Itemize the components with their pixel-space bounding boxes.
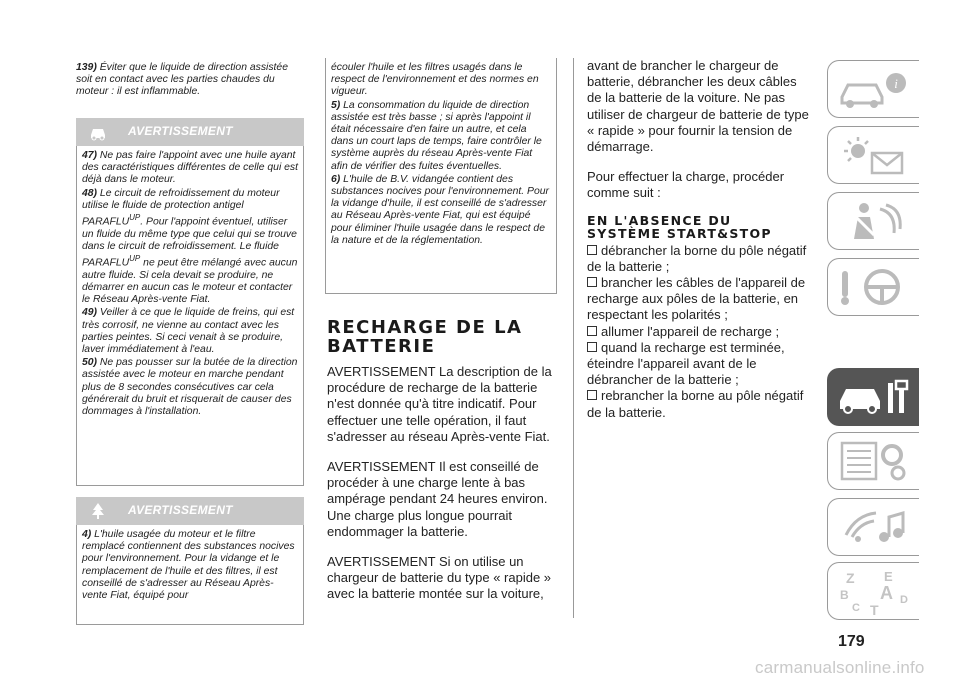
subheading-start-stop: EN L'ABSENCE DU SYSTÈME START&STOP [587,212,772,241]
tab-safety[interactable] [827,192,919,250]
warning1-item-47: 47) Ne pas faire l'appoint avec une huile ayant des caractéristiques différentes de celle qui est déjà dans le moteur. [82,150,299,186]
svg-text:D: D [900,594,908,606]
col4-text [587,58,812,421]
warning-title-2: AVERTISSEMENT [128,503,233,517]
warning1-item-48: 48) Le circuit de refroidissement du moteur utilise le fluide de protection antigel $PARAFLU^{UP}$. Pour l'appoint éventuel, utiliser un fluide du même type que celui qui se trouve dans le circuit de refroidissement. Le fluide $PARAFLU^{UP}$ ne peut être mélangé avec aucun autre fluide. Si cela devait se produire, ne démarrer en aucun cas le moteur et contacter le Réseau Après-vente Fiat. [82,187,298,306]
warning1-item-50: 50) Ne pas pousser sur la butée de la direction assistée avec le moteur en marche pendant plus de 8 secondes consécutives car cela générerait du bruit et risquerait de causer des dommages à l'installation. [82,357,298,417]
warning-body-1 [76,146,304,486]
index-icon [836,569,912,615]
recharge-text [327,364,562,603]
svg-text:C: C [852,602,860,614]
checkbox-bullet-icon [587,342,597,352]
warning2-continuation: écouler l'huile et les filtres usagés dans le respect de l'environnement et des normes en vigueur. [331,62,539,98]
step-item: débrancher la borne du pôle négatif de la batterie ; [587,242,807,274]
checkbox-bullet-icon [587,245,597,255]
warning-lights-icon [836,133,912,177]
warning-header-2 [76,497,304,525]
car-warning-icon [88,123,108,141]
seatbelt-airbag-icon [836,199,912,243]
svg-text:i: i [894,76,898,91]
environment-icon [88,502,108,520]
svg-text:B: B [840,588,849,602]
warning-body-2 [76,525,304,625]
tab-starting-driving[interactable] [827,258,919,316]
recharge-paragraph-3: AVERTISSEMENT Si on utilise un chargeur de batterie du type « rapide » avec la batterie montée sur la voiture, [327,554,552,602]
warning2-item-4: 4) L'huile usagée du moteur et le filtre remplacé contiennent des substances nocives pour l'environnement. Pour la vidange et le remplacement de l'huile et des filtres, il est conseillé de s'adresser au Réseau Après-vente Fiat, équipé pour [82,529,295,602]
step-item: brancher les câbles de l'appareil de recharge aux pôles de la batterie, en respectant les polarités ; [587,275,806,323]
warning-header-1 [76,118,304,146]
checkbox-bullet-icon [587,390,597,400]
warning-body-continued [325,58,557,294]
multimedia-icon [836,505,912,549]
steering-key-icon [836,265,912,309]
tab-maintenance[interactable] [827,368,919,426]
tab-index[interactable] [827,562,919,620]
checkbox-bullet-icon [587,277,597,287]
car-info-icon [836,67,912,111]
watermark: carmanualsonline.info [755,658,925,677]
page-number: 179 [838,633,865,650]
warning2-item-6: 6) L'huile de B.V. vidangée contient des substances nocives pour l'environnement. Pour la vidange d'huile, il est conseillé de s'adresser au Réseau Après-vente Fiat, qui est équipé pour éliminer l'huile usagée dans le respect de la nature et de la réglementation. [331,173,550,246]
tab-multimedia[interactable] [827,498,919,556]
recharge-paragraph-2: AVERTISSEMENT Il est conseillé de procéder à une charge lente à bas ampérage pendant 24 heures environ. Une charge plus longue pourrait endommager la batterie. [327,459,548,539]
step-item: quand la recharge est terminée, éteindre l'appareil avant de le débrancher de la batterie ; [587,339,785,388]
warning2-item-5: 5) La consommation du liquide de direction assistée est très basse ; si après l'appoint il était nécessaire d'en faire un autre, et cela dans un court laps de temps, faire contrôler le système auprès du réseau Après-vente Fiat afin de vérifier des fuites éventuelles. [331,99,542,172]
technical-data-icon [836,439,912,483]
col4-paragraph-2: Pour effectuer la charge, procéder comme suit : [587,169,785,201]
svg-text:Z: Z [846,570,855,586]
column-divider [573,58,574,618]
tab-technical-data[interactable] [827,432,919,490]
col1-intro: 139) Éviter que le liquide de direction assistée soit en contact avec les parties chaudes du moteur : il est inflammable. [76,62,288,98]
checkbox-bullet-icon [587,326,597,336]
col4-paragraph-1: avant de brancher le chargeur de batterie, débrancher les deux câbles de la batterie de la voiture. Ne pas utiliser de chargeur de batterie de type « rapide » pour fournir la tension de démarrage. [587,58,809,155]
step-item: allumer l'appareil de recharge ; [587,324,812,340]
step-item: rebrancher la borne au pôle négatif de la batterie. [587,388,804,420]
warning-title-1: AVERTISSEMENT [128,124,233,138]
svg-text:A: A [880,583,893,603]
warning1-item-49: 49) Veiller à ce que le liquide de freins, qui est très corrosif, ne vienne au contact avec les parties peintes. Si ceci venait à se produire, laver immédiatement à l'eau. [82,307,295,355]
tab-car-info[interactable] [827,60,919,118]
svg-text:E: E [884,569,893,584]
car-maintenance-icon [836,375,912,419]
recharge-paragraph-1: AVERTISSEMENT La description de la procédure de recharge de la batterie n'est donnée qu'à titre indicatif. Pour effectuer une telle opération, il faut s'adresser au réseau Après-vente Fiat. [327,364,552,444]
tab-warning-lights[interactable] [827,126,919,184]
svg-text:T: T [870,602,879,615]
section-heading-recharge: RECHARGE DE LA BATTERIE [327,317,523,357]
